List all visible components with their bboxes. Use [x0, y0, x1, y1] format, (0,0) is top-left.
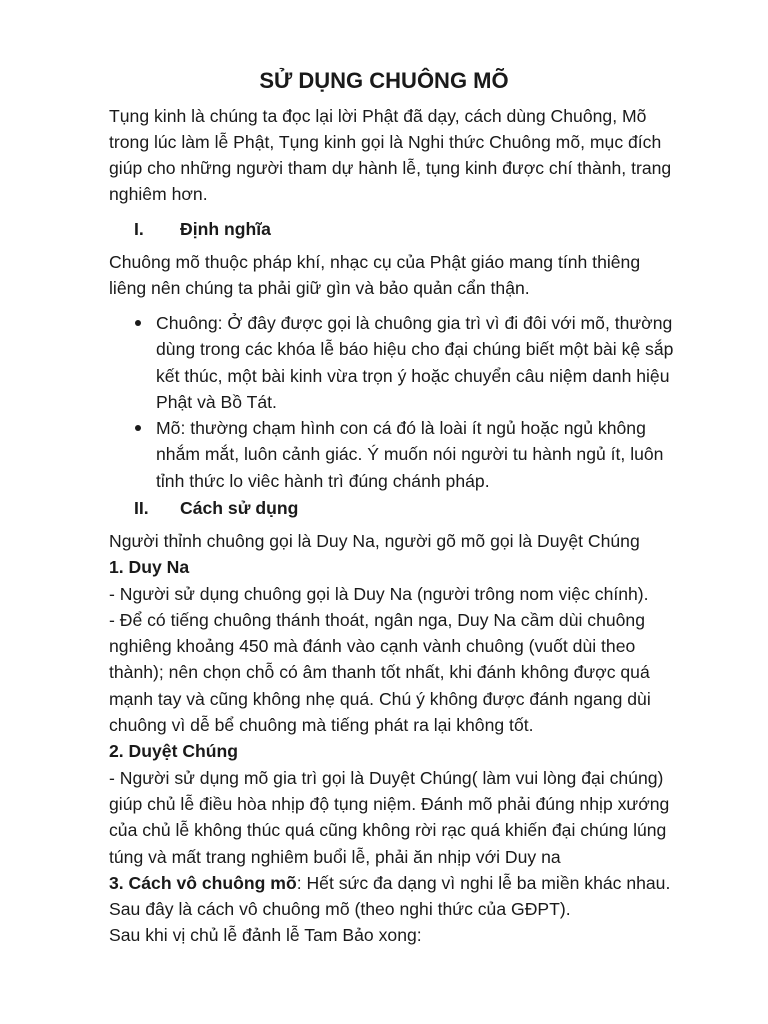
intro-paragraph	[109, 103, 709, 207]
definition-bullet-list	[129, 310, 673, 494]
intro-line: trong lúc làm lễ Phật, Tụng kinh gọi là Nghi thức Chuông mõ, mục đích	[109, 132, 662, 152]
body-line: Sau khi vị chủ lễ đảnh lễ Tam Bảo xong:	[109, 925, 422, 946]
bullet-line: Mõ: thường chạm hình con cá đó là loài ít ngủ hoặc ngủ không	[156, 418, 646, 439]
body-line: túng và mất trang nghiêm buổi lễ, phải ăn nhịp với Duy na	[109, 846, 561, 867]
definition-paragraph	[109, 249, 709, 302]
bullet-dot-icon	[135, 320, 141, 326]
intro-line: nghiêm hơn.	[109, 184, 208, 204]
body-line: nghiêng khoảng 450 mà đánh vào cạnh vành chuông (vuốt dùi theo	[109, 636, 636, 657]
section-number: I.	[134, 219, 144, 239]
section-number: II.	[134, 498, 149, 518]
body-line: mạnh tay và cũng không nhẹ quá. Chú ý không được đánh ngang dùi	[109, 688, 651, 709]
body-line: Sau đây là cách vô chuông mõ (theo nghi thức của GĐPT).	[109, 899, 571, 920]
body-line: chuông vì dễ bể chuông mà tiếng phát ra lại không tốt.	[109, 715, 534, 736]
definition-line: liêng nên chúng ta phải giữ gìn và bảo quản cẩn thận.	[109, 278, 530, 299]
bullet-line: dùng trong các khóa lễ báo hiệu cho đại chúng biết một bài kệ sắp	[156, 339, 674, 360]
body-line: - Người sử dụng chuông gọi là Duy Na (người trông nom việc chính).	[109, 583, 649, 604]
intro-line: Tụng kinh là chúng ta đọc lại lời Phật đã dạy, cách dùng Chuông, Mõ	[109, 106, 647, 126]
bullet-dot-icon	[135, 425, 141, 431]
body-text: : Hết sức đa dạng vì nghi lễ ba miền khác nhau.	[296, 872, 671, 893]
section-heading-usage	[134, 495, 298, 521]
bullet-line: Chuông: Ở đây được gọi là chuông gia trì vì đi đôi với mõ, thường	[156, 313, 673, 333]
usage-body	[109, 528, 709, 949]
body-line: thành); nên chọn chỗ có âm thanh tốt nhất, khi đánh không được quá	[109, 662, 650, 683]
body-line: Người thỉnh chuông gọi là Duy Na, người gõ mõ gọi là Duyệt Chúng	[109, 531, 640, 551]
intro-line: giúp cho những người tham dự hành lễ, tụng kinh được chí thành, trang	[109, 158, 672, 178]
body-line: của chủ lễ không thúc quá cũng không rời rạc quá khiến đại chúng lúng	[109, 820, 667, 841]
document-title: SỬ DỤNG CHUÔNG MÕ	[259, 68, 509, 93]
bullet-line: Phật và Bồ Tát.	[156, 391, 277, 412]
body-line: - Người sử dụng mõ gia trì gọi là Duyệt Chúng( làm vui lòng đại chúng)	[109, 767, 664, 788]
section-heading-text: Cách sử dụng	[180, 498, 299, 518]
subheading-cach-vo-chuong-mo: 3. Cách vô chuông mõ	[109, 872, 297, 893]
body-line: giúp chủ lễ điều hòa nhịp độ tụng niệm. Đánh mõ phải đúng nhịp xướng	[109, 793, 670, 814]
bullet-line: kết thúc, một bài kinh vừa trọn ý hoặc chuyển câu niệm danh hiệu	[156, 365, 670, 386]
body-line-cach-vo	[109, 870, 709, 896]
section-heading-definition	[134, 216, 271, 242]
bullet-line: tỉnh thức lo viêc hành trì đúng chánh pháp.	[156, 470, 490, 491]
definition-line: Chuông mõ thuộc pháp khí, nhạc cụ của Phật giáo mang tính thiêng	[109, 252, 641, 272]
bullet-item-chuong	[129, 310, 673, 415]
body-line: - Để có tiếng chuông thánh thoát, ngân nga, Duy Na cầm dùi chuông	[109, 609, 645, 630]
section-heading-text: Định nghĩa	[180, 219, 271, 239]
subheading-duy-na: 1. Duy Na	[109, 557, 190, 578]
bullet-item-mo	[129, 415, 673, 494]
subheading-duyet-chung: 2. Duyệt Chúng	[109, 741, 239, 762]
bullet-line: nhắm mắt, luôn cảnh giác. Ý muốn nói người tu hành ngủ ít, luôn	[156, 444, 664, 465]
